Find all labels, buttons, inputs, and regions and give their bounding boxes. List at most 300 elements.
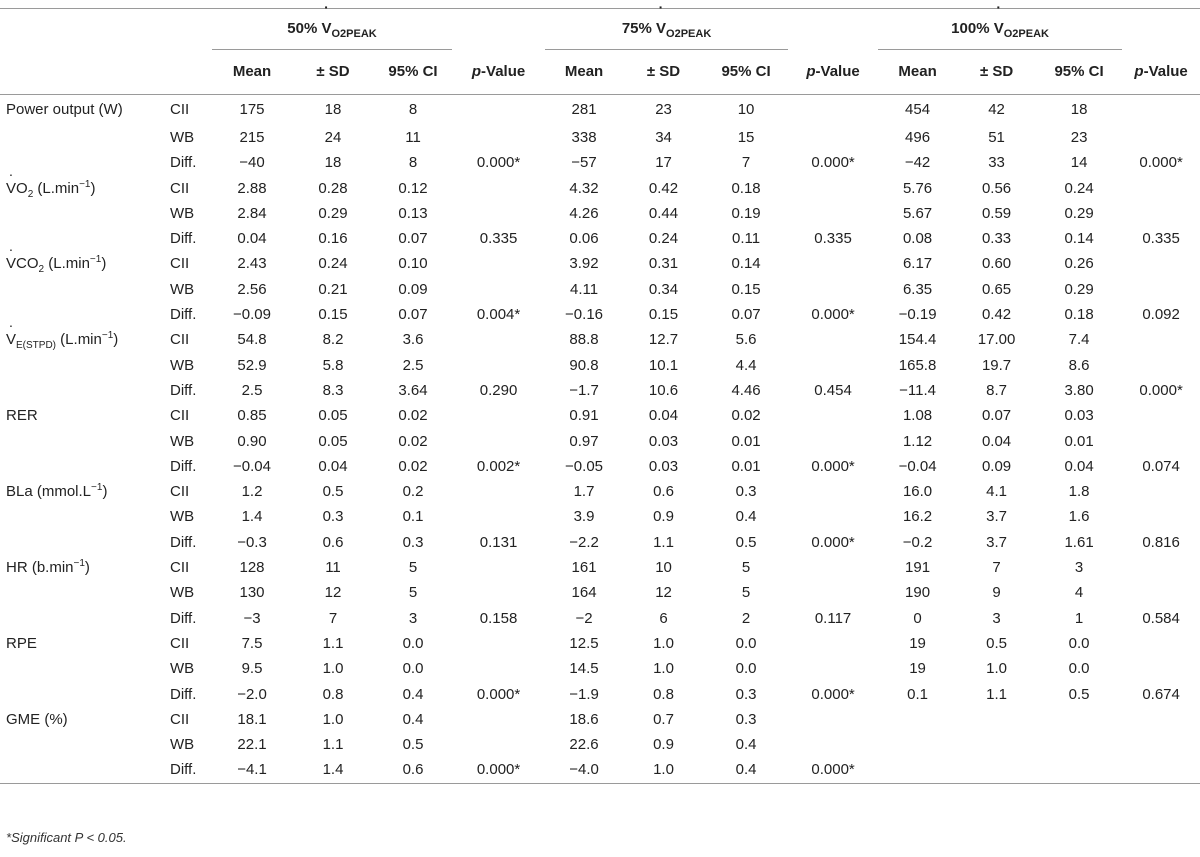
table-cell: 0.004* bbox=[476, 306, 521, 324]
table-cell: −0.09 bbox=[233, 306, 271, 324]
table-cell: 12.7 bbox=[648, 331, 679, 349]
table-cell: 0.9 bbox=[653, 508, 674, 526]
table-cell: 0.0 bbox=[1068, 634, 1090, 652]
table-row bbox=[0, 302, 1200, 327]
table-cell: −0.05 bbox=[565, 457, 604, 475]
table-cell: 9.5 bbox=[241, 660, 263, 678]
table-cell: 0.000* bbox=[452, 757, 545, 783]
table-body bbox=[0, 95, 1200, 784]
condition-label: CII bbox=[170, 407, 190, 425]
variable-label bbox=[0, 580, 162, 605]
table-cell: 18.6 bbox=[569, 710, 599, 728]
table-cell: 0.29 bbox=[318, 204, 348, 222]
table-cell: 0.14 bbox=[731, 255, 761, 273]
group-header-50: $50\% \cdot V_{O2PEAK}$ bbox=[212, 9, 452, 50]
table-row bbox=[0, 251, 1200, 276]
table-row bbox=[0, 150, 1200, 175]
variable-label: · $VCO_2$ $(L.\min^{-1})$ bbox=[0, 251, 162, 276]
table-cell bbox=[1122, 353, 1200, 378]
condition-label: WB bbox=[170, 356, 195, 374]
table-cell bbox=[788, 277, 878, 302]
col-sd: ± SD bbox=[316, 63, 350, 80]
table-cell: 1.1 bbox=[986, 685, 1007, 703]
table-cell: 2.5 bbox=[241, 381, 263, 399]
table-cell: 5 bbox=[408, 559, 418, 577]
table-cell: −40 bbox=[239, 154, 265, 172]
table-cell: 0.5 bbox=[735, 533, 757, 551]
table-cell: 0.6 bbox=[322, 533, 344, 551]
table-cell: 0.7 bbox=[653, 710, 674, 728]
table-cell: 0.584 bbox=[1142, 609, 1180, 627]
table-cell: −0.2 bbox=[902, 533, 933, 551]
table-cell: 5 bbox=[741, 559, 751, 577]
table-cell bbox=[452, 403, 545, 428]
variable-label bbox=[0, 378, 162, 403]
table-cell: 1.4 bbox=[241, 508, 263, 526]
table-cell: 0.000* bbox=[811, 685, 855, 703]
table-cell: 1.0 bbox=[653, 634, 674, 652]
table-cell bbox=[878, 757, 957, 783]
table-cell: 11 bbox=[405, 129, 421, 146]
table-cell bbox=[788, 125, 878, 150]
table-cell: 10.1 bbox=[648, 356, 679, 374]
col-sd: ± SD bbox=[979, 63, 1014, 80]
table-cell: 0.074 bbox=[1142, 457, 1180, 475]
table-cell bbox=[957, 757, 1036, 783]
table-cell: 0.5 bbox=[986, 634, 1007, 652]
condition-label: WB bbox=[170, 660, 195, 678]
table-cell: 0.117 bbox=[814, 609, 852, 627]
col-p-value: p-Value bbox=[471, 62, 526, 80]
table-cell: 0.33 bbox=[981, 230, 1012, 248]
table-cell: 338 bbox=[571, 129, 597, 146]
table-cell: −2.2 bbox=[569, 533, 599, 551]
footnote: *Significant P < 0.05. bbox=[6, 830, 127, 845]
table-cell: 3 bbox=[1074, 559, 1084, 577]
table-cell bbox=[788, 353, 878, 378]
table-cell: 0.07 bbox=[398, 230, 428, 248]
variable-label bbox=[0, 530, 162, 555]
table-cell: 0.97 bbox=[569, 432, 599, 450]
table-cell bbox=[788, 631, 878, 656]
variable-label bbox=[0, 150, 162, 175]
table-cell: 0.03 bbox=[648, 432, 679, 450]
condition-label: CII bbox=[170, 255, 190, 273]
variable-label bbox=[0, 732, 162, 757]
table-cell: 1.0 bbox=[322, 660, 344, 678]
table-cell: 4 bbox=[1074, 584, 1084, 602]
table-cell bbox=[788, 479, 878, 504]
table-cell: 19.7 bbox=[981, 356, 1012, 374]
table-cell: 496 bbox=[905, 129, 931, 146]
table-cell: 2.43 bbox=[237, 255, 267, 273]
table-cell: 0.04 bbox=[648, 407, 679, 425]
table-cell bbox=[878, 732, 957, 757]
table-cell: 5.67 bbox=[902, 204, 933, 222]
table-cell: 0.42 bbox=[648, 179, 679, 197]
table-cell bbox=[452, 656, 545, 681]
condition-label: Diff. bbox=[170, 457, 197, 475]
table-cell: 0.14 bbox=[1064, 230, 1094, 248]
table-cell bbox=[452, 327, 545, 352]
table-row bbox=[0, 176, 1200, 201]
table-cell: 0.092 bbox=[1142, 306, 1180, 324]
table-row bbox=[0, 757, 1200, 783]
table-cell: 0.4 bbox=[402, 710, 424, 728]
table-cell: 0.01 bbox=[731, 432, 761, 450]
table-cell: 0.4 bbox=[735, 508, 757, 526]
table-cell: 0.31 bbox=[648, 255, 679, 273]
table-cell bbox=[1122, 707, 1200, 732]
table-cell: 0.335 bbox=[1142, 230, 1180, 248]
col-mean: Mean bbox=[898, 63, 937, 80]
table-cell bbox=[1122, 95, 1200, 126]
table-cell: 0.000* bbox=[811, 457, 855, 475]
table-cell: 3.7 bbox=[986, 508, 1007, 526]
table-cell bbox=[1122, 251, 1200, 276]
col-p-value: p-Value bbox=[1134, 62, 1188, 80]
table-cell: 0.44 bbox=[648, 204, 679, 222]
condition-label: CII bbox=[170, 710, 190, 728]
condition-label: WB bbox=[170, 736, 195, 754]
table-cell: 1 bbox=[1074, 609, 1084, 627]
table-cell: 0.06 bbox=[569, 230, 599, 248]
table-cell: −0.19 bbox=[898, 306, 937, 324]
table-cell bbox=[1122, 277, 1200, 302]
col-sd: ± SD bbox=[646, 63, 681, 80]
table-cell: 52.9 bbox=[237, 356, 267, 374]
table-cell: 0.3 bbox=[735, 685, 757, 703]
table-cell: 128 bbox=[239, 559, 265, 577]
variable-label bbox=[0, 125, 162, 150]
col-ci: 95% CI bbox=[1054, 63, 1104, 80]
table-cell bbox=[1122, 555, 1200, 580]
table-cell: 0.158 bbox=[479, 609, 518, 627]
table-cell: 23 bbox=[1070, 129, 1088, 146]
table-cell: 0.0 bbox=[402, 634, 424, 652]
table-cell: 0.29 bbox=[1064, 204, 1094, 222]
table-row bbox=[0, 707, 1200, 732]
table-cell: 8.3 bbox=[322, 381, 344, 399]
table-cell: 0.05 bbox=[318, 407, 348, 425]
table-row bbox=[0, 327, 1200, 352]
table-cell: 18 bbox=[1070, 101, 1088, 118]
variable-label bbox=[0, 429, 162, 454]
table-row bbox=[0, 429, 1200, 454]
table-cell: 19 bbox=[909, 634, 926, 652]
table-cell: 4.11 bbox=[569, 280, 599, 298]
table-cell: 0.09 bbox=[981, 457, 1012, 475]
table-cell: 18 bbox=[324, 154, 342, 172]
table-cell: 7.5 bbox=[241, 634, 263, 652]
table-cell: 5.6 bbox=[735, 331, 757, 349]
condition-label: Diff. bbox=[170, 685, 197, 703]
table-cell: 0.03 bbox=[1064, 407, 1094, 425]
table-cell: 19 bbox=[909, 660, 926, 678]
table-row bbox=[0, 201, 1200, 226]
table-cell: 0.03 bbox=[648, 457, 679, 475]
variable-label: · $V_{E(STPD)}$ $(L.\min^{-1})$ bbox=[0, 327, 162, 352]
table-cell: 190 bbox=[905, 584, 931, 602]
table-cell: 0.42 bbox=[981, 306, 1012, 324]
table-cell: 0.15 bbox=[648, 306, 679, 324]
condition-label: Diff. bbox=[162, 757, 212, 783]
table-cell: 0.5 bbox=[1068, 685, 1090, 703]
table-cell: 17 bbox=[655, 154, 672, 172]
table-cell: 6.17 bbox=[902, 255, 933, 273]
table-cell bbox=[788, 327, 878, 352]
table-row bbox=[0, 454, 1200, 479]
table-cell: 1.6 bbox=[1068, 508, 1090, 526]
table-cell: 0.16 bbox=[318, 230, 348, 248]
table-cell: 3.64 bbox=[398, 381, 428, 399]
table-cell bbox=[1122, 656, 1200, 681]
table-cell: 0 bbox=[913, 609, 922, 627]
variable-label bbox=[0, 353, 162, 378]
table-cell: 0.91 bbox=[569, 407, 599, 425]
table-cell bbox=[452, 429, 545, 454]
variable-label bbox=[0, 277, 162, 302]
table-cell: 0.6 bbox=[653, 483, 674, 501]
variable-label bbox=[0, 454, 162, 479]
table-row bbox=[0, 580, 1200, 605]
table-cell: 0.04 bbox=[237, 230, 267, 248]
variable-label bbox=[0, 757, 162, 783]
condition-label: CII bbox=[170, 179, 190, 197]
table-cell bbox=[452, 555, 545, 580]
table-cell: 1.4 bbox=[292, 757, 374, 783]
table-cell: −3 bbox=[243, 609, 261, 627]
table-row bbox=[0, 656, 1200, 681]
table-cell: 0.5 bbox=[322, 483, 344, 501]
table-cell: 54.8 bbox=[237, 331, 267, 349]
table-cell: 1.1 bbox=[322, 736, 344, 754]
col-mean: Mean bbox=[564, 63, 604, 80]
table-cell: 0.59 bbox=[981, 204, 1012, 222]
table-cell: −2 bbox=[575, 609, 593, 627]
table-cell bbox=[452, 125, 545, 150]
table-cell: 3.6 bbox=[402, 331, 424, 349]
table-cell: 51 bbox=[988, 129, 1005, 146]
table-cell: 0.0 bbox=[735, 634, 757, 652]
table-cell bbox=[1122, 327, 1200, 352]
table-cell: 4.32 bbox=[569, 179, 599, 197]
table-cell: 24 bbox=[324, 129, 342, 146]
table-cell: 1.8 bbox=[1068, 483, 1090, 501]
table-cell: −57 bbox=[571, 154, 597, 172]
table-cell: −4.1 bbox=[212, 757, 292, 783]
table-cell: 164 bbox=[571, 584, 597, 602]
table-cell: 281 bbox=[571, 101, 597, 118]
table-row bbox=[0, 378, 1200, 403]
table-cell: 0.000* bbox=[811, 154, 855, 172]
table-cell bbox=[1036, 732, 1122, 757]
variable-label: GME (%) bbox=[6, 710, 68, 728]
table-cell: 0.07 bbox=[398, 306, 428, 324]
table-cell: 8 bbox=[408, 101, 418, 118]
table-cell: 11 bbox=[325, 559, 341, 577]
table-cell: 3.92 bbox=[569, 255, 599, 273]
table-cell: 0.3 bbox=[735, 710, 757, 728]
table-cell: 15 bbox=[737, 129, 755, 146]
table-cell bbox=[452, 201, 545, 226]
table-cell: 0.60 bbox=[981, 255, 1012, 273]
condition-label: WB bbox=[170, 204, 195, 222]
table-cell: 0.3 bbox=[322, 508, 344, 526]
table-cell: 0.02 bbox=[398, 432, 428, 450]
table-row bbox=[0, 606, 1200, 631]
table-cell: 0.454 bbox=[814, 381, 852, 399]
condition-label: WB bbox=[170, 129, 195, 146]
table-cell: 0.07 bbox=[731, 306, 761, 324]
table-cell: 0.000* bbox=[788, 757, 878, 783]
table-row bbox=[0, 353, 1200, 378]
table-cell: 0.000* bbox=[811, 533, 855, 551]
table-cell bbox=[788, 176, 878, 201]
table-cell: 0.000* bbox=[1139, 154, 1183, 172]
table-cell: 1.61 bbox=[1064, 533, 1094, 551]
table-cell: 154.4 bbox=[898, 331, 937, 349]
variable-label bbox=[0, 201, 162, 226]
table-cell: −0.16 bbox=[565, 306, 604, 324]
table-cell: 3 bbox=[992, 609, 1001, 627]
table-cell bbox=[788, 201, 878, 226]
table-cell bbox=[452, 251, 545, 276]
table-cell: 0.01 bbox=[731, 457, 761, 475]
table-cell: −1.9 bbox=[569, 685, 599, 703]
table-cell: 4.26 bbox=[569, 204, 599, 222]
table-cell: −2.0 bbox=[237, 685, 267, 703]
table-cell: 0.90 bbox=[237, 432, 267, 450]
table-cell: 1.1 bbox=[653, 533, 674, 551]
condition-label: CII bbox=[170, 634, 190, 652]
table-cell: 0.07 bbox=[981, 407, 1012, 425]
table-cell: 2 bbox=[741, 609, 751, 627]
condition-label: Diff. bbox=[170, 230, 197, 248]
table-cell: 5.76 bbox=[902, 179, 933, 197]
table-cell: 0.4 bbox=[402, 685, 424, 703]
table-cell bbox=[452, 504, 545, 529]
table-cell bbox=[788, 95, 878, 126]
table-cell bbox=[452, 277, 545, 302]
table-cell: 0.24 bbox=[648, 230, 679, 248]
condition-label: CII bbox=[170, 331, 190, 349]
table-row bbox=[0, 555, 1200, 580]
table-cell: 0.4 bbox=[704, 757, 788, 783]
table-cell bbox=[452, 707, 545, 732]
table-cell: 0.000* bbox=[476, 685, 521, 703]
table-cell: 0.000* bbox=[476, 154, 521, 172]
table-cell: 0.21 bbox=[318, 280, 348, 298]
table-cell: 6 bbox=[659, 609, 668, 627]
table-cell bbox=[788, 504, 878, 529]
table-cell bbox=[1122, 631, 1200, 656]
col-ci: 95% CI bbox=[388, 63, 438, 80]
table-row bbox=[0, 125, 1200, 150]
table-cell: 16.0 bbox=[902, 483, 933, 501]
table-cell: 3.7 bbox=[986, 533, 1007, 551]
table-cell: 22.1 bbox=[237, 736, 267, 754]
table-cell: 0.000* bbox=[1139, 381, 1183, 399]
group-header-100: $100\% \cdot V_{O2PEAK}$ bbox=[878, 9, 1122, 50]
table-cell bbox=[1122, 429, 1200, 454]
table-cell: 454 bbox=[905, 101, 931, 118]
condition-label: WB bbox=[170, 432, 195, 450]
table-cell: 0.1 bbox=[402, 508, 424, 526]
table-cell: 90.8 bbox=[569, 356, 599, 374]
table-cell: 4.1 bbox=[986, 483, 1007, 501]
table-cell: 0.24 bbox=[1064, 179, 1094, 197]
table-cell bbox=[1122, 580, 1200, 605]
table-cell: 0.15 bbox=[318, 306, 348, 324]
table-cell: 0.85 bbox=[237, 407, 267, 425]
table-cell: 0.000* bbox=[811, 306, 855, 324]
table-cell: 9 bbox=[992, 584, 1001, 602]
table-cell: 0.19 bbox=[731, 204, 761, 222]
table-cell: 5 bbox=[741, 584, 751, 602]
table-cell: −0.04 bbox=[233, 457, 271, 475]
table-cell: 0.34 bbox=[648, 280, 679, 298]
table-cell bbox=[1122, 403, 1200, 428]
table-cell: 2.5 bbox=[402, 356, 424, 374]
table-cell: 175 bbox=[239, 101, 265, 118]
table-cell: 2.88 bbox=[237, 179, 267, 197]
table-cell bbox=[1122, 125, 1200, 150]
variable-label bbox=[0, 226, 162, 251]
condition-label: WB bbox=[170, 508, 195, 526]
table-cell bbox=[788, 251, 878, 276]
col-ci: 95% CI bbox=[721, 63, 771, 80]
table-row bbox=[0, 504, 1200, 529]
table-cell: 0.4 bbox=[735, 736, 757, 754]
table-cell: 14.5 bbox=[569, 660, 599, 678]
col-p-value: p-Value bbox=[806, 62, 860, 80]
condition-label: Diff. bbox=[170, 306, 197, 324]
table-cell: −4.0 bbox=[545, 757, 623, 783]
table-cell: 1.0 bbox=[623, 757, 704, 783]
table-cell bbox=[788, 656, 878, 681]
table-cell: 18.1 bbox=[237, 710, 267, 728]
table-cell: 0.0 bbox=[1068, 660, 1090, 678]
table-cell: 88.8 bbox=[569, 331, 599, 349]
table-cell: 14 bbox=[1070, 154, 1088, 172]
table-cell: 0.18 bbox=[731, 179, 761, 197]
table-cell: 0.04 bbox=[1064, 457, 1094, 475]
table-cell: 0.05 bbox=[318, 432, 348, 450]
table-cell: 12 bbox=[324, 584, 342, 602]
column-header-row bbox=[0, 50, 1200, 95]
variable-label bbox=[0, 656, 162, 681]
table-cell: 0.09 bbox=[398, 280, 428, 298]
table-cell bbox=[788, 580, 878, 605]
table-cell: 0.18 bbox=[1064, 306, 1094, 324]
table-row bbox=[0, 95, 1200, 126]
col-mean: Mean bbox=[232, 63, 272, 80]
table-cell: 0.26 bbox=[1064, 255, 1094, 273]
table-row bbox=[0, 277, 1200, 302]
table-cell bbox=[1036, 707, 1122, 732]
table-cell: 8.6 bbox=[1068, 356, 1090, 374]
table-cell: 0.08 bbox=[902, 230, 933, 248]
table-cell: 0.04 bbox=[981, 432, 1012, 450]
table-cell: 3 bbox=[408, 609, 418, 627]
table-cell: 7.4 bbox=[1068, 331, 1090, 349]
condition-label: WB bbox=[170, 584, 195, 602]
table-cell: 0.335 bbox=[814, 230, 852, 248]
table-cell: 7 bbox=[741, 154, 751, 172]
table-cell: 16.2 bbox=[902, 508, 933, 526]
table-cell: 0.816 bbox=[1142, 533, 1180, 551]
